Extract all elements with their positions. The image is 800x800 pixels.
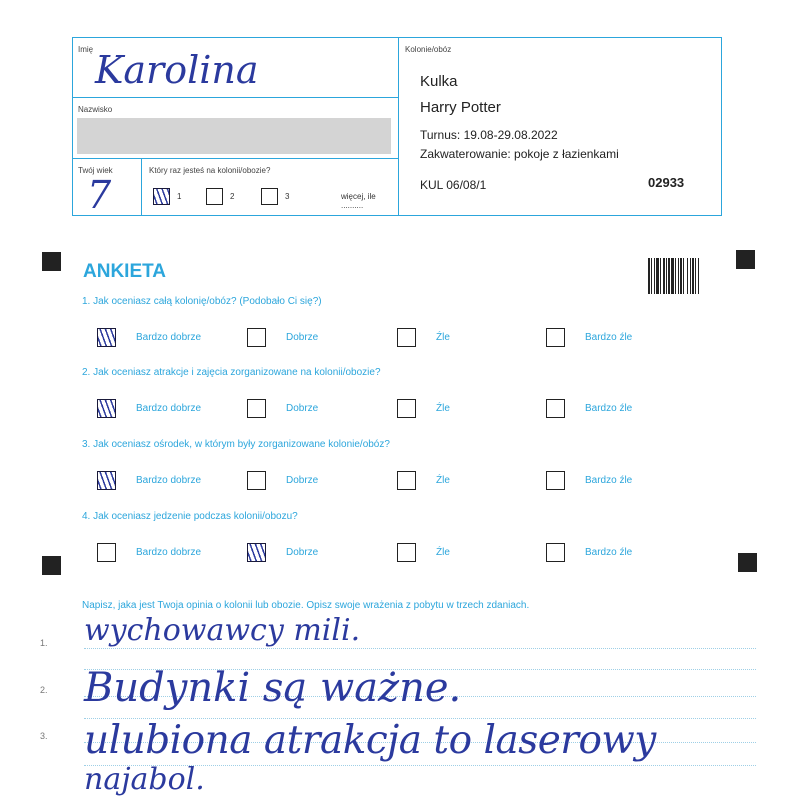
accommodation: Zakwaterowanie: pokoje z łazienkami — [420, 147, 619, 161]
which-time-option-label: 3 — [285, 192, 290, 201]
q3-option-label: Dobrze — [286, 475, 319, 486]
question-3: 3. Jak oceniasz ośrodek, w którym były zorganizowane kolonie/obóz? — [82, 439, 390, 450]
barcode-bar — [699, 258, 700, 294]
survey-title: ANKIETA — [83, 261, 167, 282]
q1-option-label: Bardzo dobrze — [136, 332, 202, 343]
which-time-checkbox-3[interactable] — [261, 188, 278, 205]
q3-option-checkbox-1[interactable] — [97, 471, 116, 490]
q2-option-checkbox-4[interactable] — [546, 399, 565, 418]
surname-redacted-field[interactable] — [77, 118, 391, 154]
age-handwritten[interactable]: 7 — [87, 173, 112, 217]
which-time-option-label: 1 — [177, 192, 182, 201]
name-handwritten[interactable]: Karolina — [95, 48, 259, 92]
question-1: 1. Jak oceniasz całą kolonię/obóz? (Podobało Ci się?) — [82, 296, 322, 307]
opinion-prompt: Napisz, jaka jest Twoja opinia o kolonii lub obozie. Opisz swoje wrażenia z pobytu w trzech zdaniach. — [82, 600, 530, 611]
divider — [141, 159, 142, 215]
q1-option-checkbox-4[interactable] — [546, 328, 565, 347]
divider — [73, 97, 398, 98]
q1-option-checkbox-2[interactable] — [247, 328, 266, 347]
opinion-line-1[interactable]: wychowawcy mili. — [84, 613, 361, 648]
registration-marker — [42, 556, 61, 575]
q4-option-checkbox-4[interactable] — [546, 543, 565, 562]
q2-option-checkbox-1[interactable] — [97, 399, 116, 418]
opinion-line-2[interactable]: Budynki są ważne. — [84, 665, 462, 711]
question-2: 2. Jak oceniasz atrakcje i zajęcia zorganizowane na kolonii/obozie? — [82, 367, 381, 378]
q1-option-label: Bardzo źle — [585, 332, 633, 343]
registration-marker — [738, 553, 757, 572]
name-label: Imię — [78, 45, 94, 54]
q2-option-checkbox-2[interactable] — [247, 399, 266, 418]
barcode — [648, 258, 703, 294]
opinion-line-3[interactable]: ulubiona atrakcja to laserowy — [84, 718, 656, 763]
camp-name: Kulka — [420, 73, 458, 90]
q3-option-label: Źle — [436, 475, 450, 486]
which-time-checkbox-1[interactable] — [153, 188, 170, 205]
q4-option-label: Bardzo dobrze — [136, 547, 202, 558]
q3-option-label: Bardzo źle — [585, 475, 633, 486]
camper-info-box — [72, 37, 722, 216]
age-label: Twój wiek — [78, 166, 113, 175]
q2-option-checkbox-3[interactable] — [397, 399, 416, 418]
q4-option-checkbox-2[interactable] — [247, 543, 266, 562]
divider — [73, 158, 398, 159]
camp-label: Kolonie/obóz — [405, 45, 452, 54]
which-time-label: Który raz jesteś na kolonii/obozie? — [149, 166, 271, 175]
q2-option-label: Źle — [436, 403, 450, 414]
q2-option-label: Bardzo dobrze — [136, 403, 202, 414]
registration-marker — [42, 252, 61, 271]
q1-option-checkbox-3[interactable] — [397, 328, 416, 347]
q3-option-checkbox-4[interactable] — [546, 471, 565, 490]
opinion-line-4[interactable]: najabol. — [84, 762, 205, 797]
q3-option-label: Bardzo dobrze — [136, 475, 202, 486]
camp-info — [399, 38, 721, 215]
q1-option-label: Dobrze — [286, 332, 319, 343]
q4-option-label: Bardzo źle — [585, 547, 633, 558]
which-time-more: więcej, ile .......... — [341, 192, 376, 210]
q4-option-checkbox-1[interactable] — [97, 543, 116, 562]
q1-option-label: Źle — [436, 332, 450, 343]
q2-option-label: Dobrze — [286, 403, 319, 414]
q3-option-checkbox-3[interactable] — [397, 471, 416, 490]
q4-option-label: Dobrze — [286, 547, 319, 558]
camp-theme: Harry Potter — [420, 99, 501, 116]
form-number: 02933 — [648, 175, 685, 190]
surname-label: Nazwisko — [78, 105, 113, 114]
q1-option-checkbox-1[interactable] — [97, 328, 116, 347]
camper-fields — [73, 38, 399, 215]
which-time-checkbox-2[interactable] — [206, 188, 223, 205]
line-number: 1. — [40, 638, 48, 648]
registration-marker — [736, 250, 755, 269]
q3-option-checkbox-2[interactable] — [247, 471, 266, 490]
which-time-option-label: 2 — [230, 192, 235, 201]
writing-line — [84, 648, 756, 649]
line-number: 2. — [40, 685, 48, 695]
q4-option-label: Źle — [436, 547, 450, 558]
question-4: 4. Jak oceniasz jedzenie podczas kolonii/obozu? — [82, 511, 298, 522]
q2-option-label: Bardzo źle — [585, 403, 633, 414]
turnus: Turnus: 19.08-29.08.2022 — [420, 128, 558, 142]
q4-option-checkbox-3[interactable] — [397, 543, 416, 562]
line-number: 3. — [40, 731, 48, 741]
camp-code: KUL 06/08/1 — [420, 178, 487, 192]
